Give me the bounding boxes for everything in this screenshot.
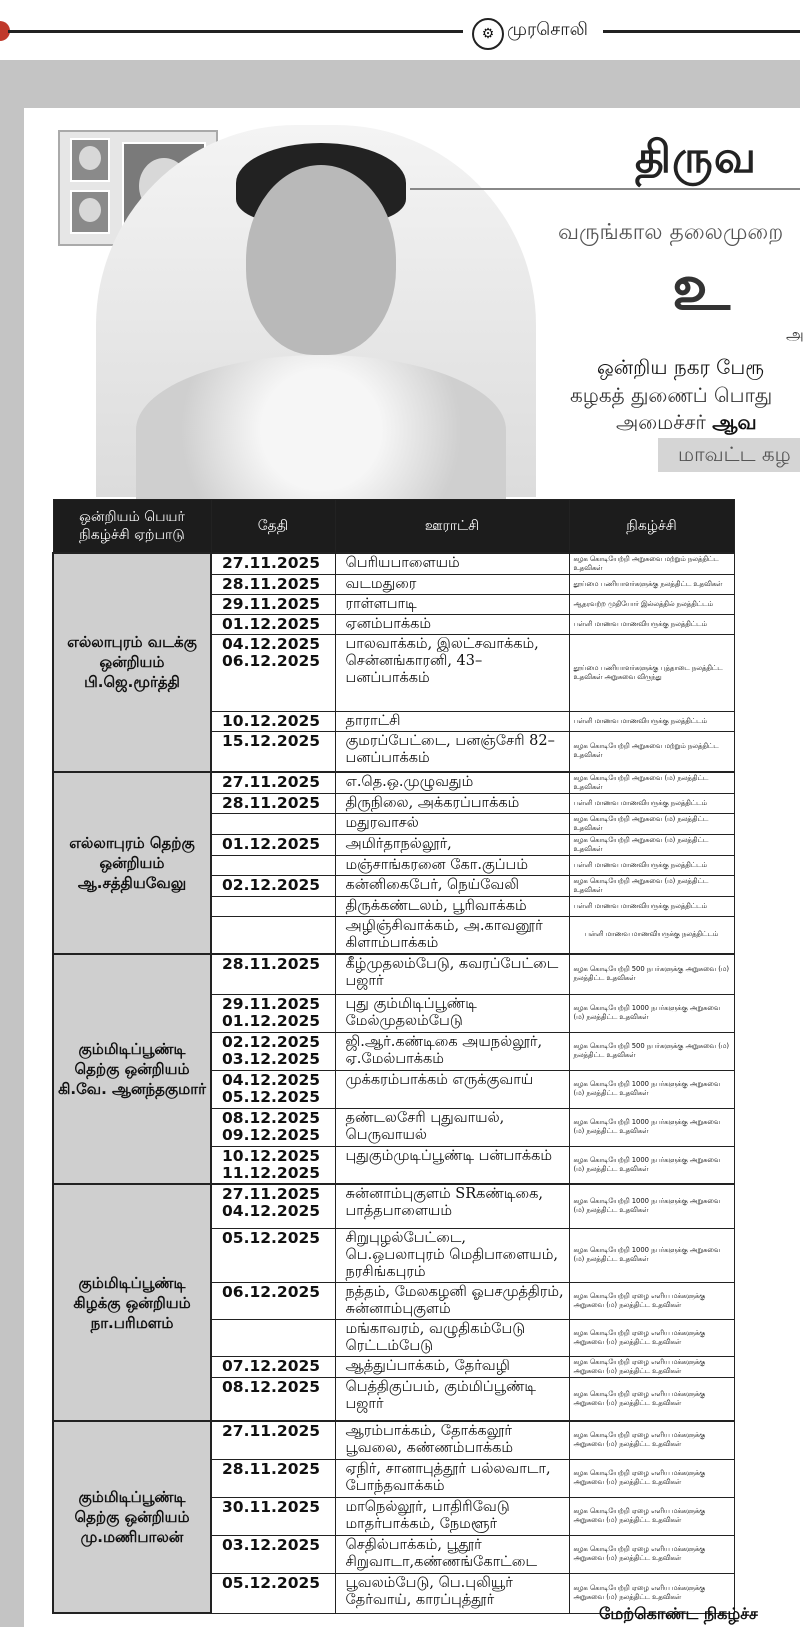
place-cell: வடமதுரை (335, 575, 569, 595)
date-cell (211, 896, 335, 916)
header-line-3-prefix: அமைச்சர் (616, 410, 706, 434)
table-header-row (53, 500, 734, 554)
organizer-cell: கும்மிடிப்பூண்டி தெற்கு ஒன்றியம் மு.மணிபாலன் (53, 1421, 211, 1613)
place-cell: ஏனம்பாக்கம் (335, 615, 569, 635)
event-cell: கழக கொடியேற்றி 1000 நபர்களுக்கு அறுசுவை (ம) நலத்திட்ட உதவிகள் (569, 1108, 734, 1146)
masthead-name: முரசொலி (507, 19, 588, 40)
date-cell: 04.12.2025 05.12.2025 (211, 1070, 335, 1108)
col-header-place: ஊராட்சி (335, 500, 569, 554)
date-cell: 10.12.2025 (211, 712, 335, 732)
date-cell: 27.11.2025 (211, 1421, 335, 1459)
event-cell: கழக கொடியேற்றி ஏழை எளிய மக்களுக்கு அறுசுவை (ம) நலத்திட்ட உதவிகள் (569, 1356, 734, 1377)
date-cell (211, 916, 335, 954)
place-cell: பாலவாக்கம், இலட்சவாக்கம், சென்னங்காரனி, 43–பனப்பாக்கம் (335, 635, 569, 712)
place-cell: தாராட்சி (335, 712, 569, 732)
event-cell: கழக கொடியேற்றி ஏழை எளிய மக்களுக்கு அறுசுவை (ம) நலத்திட்ட உதவிகள் (569, 1319, 734, 1356)
header-line-2: கழகத் துணைப் பொது (570, 383, 773, 407)
date-cell: 28.11.2025 (211, 954, 335, 994)
event-cell: கழக கொடியேற்றி ஏழை எளிய மக்களுக்கு அறுசுவை (ம) நலத்திட்ட உதவிகள் (569, 1421, 734, 1459)
event-cell: கழக கொடியேற்றி 1000 நபர்களுக்கு அறுசுவை (ம) நலத்திட்ட உதவிகள் (569, 1184, 734, 1228)
place-cell: ராள்ளபாடி (335, 595, 569, 615)
event-cell: கழக கொடியேற்றி அறுசுவை (ம) நலத்திட்ட உதவிகள் (569, 813, 734, 834)
col-header-date: தேதி (211, 500, 335, 554)
table-row (53, 772, 734, 794)
event-cell: கழக கொடியேற்றி 1000 நபர்களுக்கு அறுசுவை (ம) நலத்திட்ட உதவிகள் (569, 1070, 734, 1108)
event-cell: கழக கொடியேற்றி அறுசுவை (ம) நலத்திட்ட உதவிகள் (569, 875, 734, 896)
hero-face-shape (246, 165, 396, 355)
event-cell: பள்ளி மாணவ மாணவியருக்கு நலத்திட்டம் (569, 916, 734, 954)
organizer-cell: கும்மிடிப்பூண்டி கிழக்கு ஒன்றியம் நா.பரிமளம் (53, 1184, 211, 1421)
date-cell: 30.11.2025 (211, 1497, 335, 1535)
event-cell: ஆதரவற்ற முதியோர் இல்லத்தில் நலத்திட்டம் (569, 595, 734, 615)
place-cell: திருநிலை, அக்கரப்பாக்கம் (335, 793, 569, 813)
event-cell: கழக கொடியேற்றி அறுசுவை (ம) நலத்திட்ட உதவிகள் (569, 834, 734, 855)
event-cell: கழக கொடியேற்றி 500 நபர்களுக்கு அறுசுவை (ம) நலத்திட்ட உதவிகள் (569, 954, 734, 994)
place-cell: சுன்னாம்புகுளம் SRகண்டிகை, பாத்தபாளையம் (335, 1184, 569, 1228)
event-cell: கழக கொடியேற்றி அறுசுவை மற்றும் நலத்திட்ட உதவிகள் (569, 732, 734, 772)
event-cell: கழக கொடியேற்றி ஏழை எளிய மக்களுக்கு அறுசுவை (ம) நலத்திட்ட உதவிகள் (569, 1535, 734, 1573)
headline-rule (410, 188, 800, 190)
date-cell: 07.12.2025 (211, 1356, 335, 1377)
col-header-event: நிகழ்ச்சி (569, 500, 734, 554)
event-cell: தூய்மை பணியாளர்களுக்கு புத்தாடை நலத்திட்ட உதவிகள் அறுசுவை விருந்து (569, 635, 734, 712)
place-cell: பெத்திகுப்பம், கும்மிப்பூண்டி பஜார் (335, 1377, 569, 1421)
event-cell: கழக கொடியேற்றி 500 நபர்களுக்கு அறுசுவை (ம) நலத்திட்ட உதவிகள் (569, 1032, 734, 1070)
date-cell: 28.11.2025 (211, 1459, 335, 1497)
date-cell: 08.12.2025 09.12.2025 (211, 1108, 335, 1146)
hero-photo (96, 125, 536, 497)
date-cell: 02.12.2025 03.12.2025 (211, 1032, 335, 1070)
organizer-cell: கும்மிடிப்பூண்டி தெற்கு ஒன்றியம் கி.வே. ஆனந்தகுமார் (53, 954, 211, 1184)
place-cell: கீழ்முதலம்பேடு, கவரப்பேட்டை பஜார் (335, 954, 569, 994)
place-cell: புதுகும்முடிப்பூண்டி பன்பாக்கம் (335, 1146, 569, 1184)
date-cell: 04.12.2025 06.12.2025 (211, 635, 335, 712)
district-band-text: மாவட்ட கழ (678, 442, 791, 466)
organizer-cell: எல்லாபுரம் தெற்கு ஒன்றியம் ஆ.சத்தியவேலு (53, 772, 211, 955)
date-cell: 27.11.2025 (211, 553, 335, 575)
event-cell: கழக கொடியேற்றி 1000 நபர்களுக்கு அறுசுவை (ம) நலத்திட்ட உதவிகள் (569, 1146, 734, 1184)
headline-title: திருவ (635, 132, 757, 183)
event-cell: பள்ளி மாணவ மாணவியருக்கு நலத்திட்டம் (569, 896, 734, 916)
place-cell: தண்டலசேரி புதுவாயல், பெருவாயல் (335, 1108, 569, 1146)
date-cell: 05.12.2025 (211, 1228, 335, 1282)
flower-garland-shape (136, 355, 506, 505)
event-cell: பள்ளி மாணவ மாணவியருக்கு நலத்திட்டம் (569, 793, 734, 813)
event-cell: கழக கொடியேற்றி ஏழை எளிய மக்களுக்கு அறுசுவை (ம) நலத்திட்ட உதவிகள் (569, 1573, 734, 1613)
col-header-org: ஒன்றியம் பெயர் நிகழ்ச்சி ஏற்பாடு (53, 500, 211, 554)
masthead-rule-right (603, 30, 800, 33)
event-cell: பள்ளி மாணவ மாணவியருக்கு நலத்திட்டம் (569, 855, 734, 875)
masthead-rule-left (8, 30, 463, 33)
table-row (53, 553, 734, 575)
place-cell: குமரப்பேட்டை, பனஞ்சேரி 82–பனப்பாக்கம் (335, 732, 569, 772)
place-cell: மாநெல்லூர், பாதிரிவேடு மாதர்பாக்கம், நேமளூர் (335, 1497, 569, 1535)
table-body (53, 553, 734, 1613)
date-cell: 27.11.2025 04.12.2025 (211, 1184, 335, 1228)
place-cell: ஏநிர், சானாபுத்தூர் பல்லவாடா, போந்தவாக்கம் (335, 1459, 569, 1497)
header-line-3-bold: ஆவ (712, 410, 757, 434)
event-cell: கழக கொடியேற்றி ஏழை எளிய மக்களுக்கு அறுசுவை (ம) நலத்திட்ட உதவிகள் (569, 1459, 734, 1497)
table-row (53, 1184, 734, 1228)
footer-caption: மேற்கொண்ட நிகழ்ச்ச (599, 1604, 758, 1623)
date-cell: 03.12.2025 (211, 1535, 335, 1573)
event-cell: கழக கொடியேற்றி 1000 நபர்களுக்கு அறுசுவை (ம) நலத்திட்ட உதவிகள் (569, 1228, 734, 1282)
event-cell: கழக கொடியேற்றி ஏழை எளிய மக்களுக்கு அறுசுவை (ம) நலத்திட்ட உதவிகள் (569, 1377, 734, 1421)
place-cell: எ.தெ.ஒ.முழுவதும் (335, 772, 569, 794)
date-cell: 08.12.2025 (211, 1377, 335, 1421)
place-cell: ஆத்துப்பாக்கம், தேர்வழி (335, 1356, 569, 1377)
table-row (53, 954, 734, 994)
portrait-small-top-icon (70, 138, 110, 182)
district-band (658, 438, 800, 472)
headline-name-letter: உ (672, 250, 731, 325)
place-cell: பூவலம்பேடு, பெ.புலியூர் தேர்வாய், காரப்புத்தூர் (335, 1573, 569, 1613)
murasoli-logo-icon: ⚙ (472, 18, 504, 50)
table-row (53, 1421, 734, 1459)
date-cell: 29.11.2025 (211, 595, 335, 615)
place-cell: ஜி.ஆர்.கண்டிகை அயநல்லூர், ஏ.மேல்பாக்கம் (335, 1032, 569, 1070)
schedule-table (52, 499, 735, 1614)
date-cell (211, 1319, 335, 1356)
place-cell: கன்னிகைபேர், நெய்வேலி (335, 875, 569, 896)
event-cell: பள்ளி மாணவ மாணவியருக்கு நலத்திட்டம் (569, 615, 734, 635)
place-cell: மங்காவரம், வழுதிகம்பேடு ரெட்டம்பேடு (335, 1319, 569, 1356)
place-cell: பெரியபாளையம் (335, 553, 569, 575)
event-cell: கழக கொடியேற்றி அறுசுவை (ம) நலத்திட்ட உதவிகள் (569, 772, 734, 794)
place-cell: திருக்கண்டலம், பூரிவாக்கம் (335, 896, 569, 916)
place-cell: சிறுபுழல்பேட்டை, பெ.ஒபலாபுரம் மெதிபாளையம், நரசிங்கபுரம் (335, 1228, 569, 1282)
portrait-small-bottom-icon (70, 190, 110, 234)
place-cell: முக்கரம்பாக்கம் எருக்குவாய் (335, 1070, 569, 1108)
date-cell (211, 813, 335, 834)
event-cell: கழக கொடியேற்றி ஏழை எளிய மக்களுக்கு அறுசுவை (ம) நலத்திட்ட உதவிகள் (569, 1282, 734, 1319)
place-cell: புது கும்மிடிப்பூண்டி மேல்முதலம்பேடு (335, 994, 569, 1032)
date-cell: 02.12.2025 (211, 875, 335, 896)
place-cell: ஆரம்பாக்கம், தோக்கலூர் பூவலை, கண்ணம்பாக்கம் (335, 1421, 569, 1459)
event-cell: பள்ளி மாணவ மாணவியருக்கு நலத்திட்டம் (569, 712, 734, 732)
header-line-3 (616, 410, 757, 437)
date-cell: 28.11.2025 (211, 793, 335, 813)
date-cell: 27.11.2025 (211, 772, 335, 794)
place-cell: செதில்பாக்கம், பூதூர் சிறுவாடா,கண்ணங்கோட்டை (335, 1535, 569, 1573)
event-cell: கழக கொடியேற்றி அறுசுவை மற்றும் நலத்திட்ட உதவிகள் (569, 553, 734, 575)
date-cell: 15.12.2025 (211, 732, 335, 772)
date-cell: 10.12.2025 11.12.2025 (211, 1146, 335, 1184)
date-cell (211, 855, 335, 875)
place-cell: மதுரவாசல் (335, 813, 569, 834)
headline-subtitle: வருங்கால தலைமுறை (558, 220, 784, 245)
date-cell: 06.12.2025 (211, 1282, 335, 1319)
date-cell: 28.11.2025 (211, 575, 335, 595)
organizer-cell: எல்லாபுரம் வடக்கு ஒன்றியம் பி.ஜெ.மூர்த்தி (53, 553, 211, 772)
date-cell: 05.12.2025 (211, 1573, 335, 1613)
event-cell: கழக கொடியேற்றி ஏழை எளிய மக்களுக்கு அறுசுவை (ம) நலத்திட்ட உதவிகள் (569, 1497, 734, 1535)
place-cell: அழிஞ்சிவாக்கம், அ.காவனூர் கிளாம்பாக்கம் (335, 916, 569, 954)
event-cell: கழக கொடியேற்றி 1000 நபர்களுக்கு அறுசுவை (ம) நலத்திட்ட உதவிகள் (569, 994, 734, 1032)
headline-mini-letter: அ (786, 325, 804, 344)
date-cell: 29.11.2025 01.12.2025 (211, 994, 335, 1032)
date-cell: 01.12.2025 (211, 615, 335, 635)
place-cell: மஞ்சாங்கரனை கோ.குப்பம் (335, 855, 569, 875)
date-cell: 01.12.2025 (211, 834, 335, 855)
masthead (0, 0, 800, 60)
place-cell: நத்தம், மேலகழனி ஓபசமுத்திரம், சுன்னாம்புகுளம் (335, 1282, 569, 1319)
place-cell: அமிர்தாநல்லூர், (335, 834, 569, 855)
header-line-1: ஒன்றிய நகர பேரூ (597, 355, 765, 379)
event-cell: தூய்மை பணியாளர்களுக்கு நலத்திட்ட உதவிகள் (569, 575, 734, 595)
